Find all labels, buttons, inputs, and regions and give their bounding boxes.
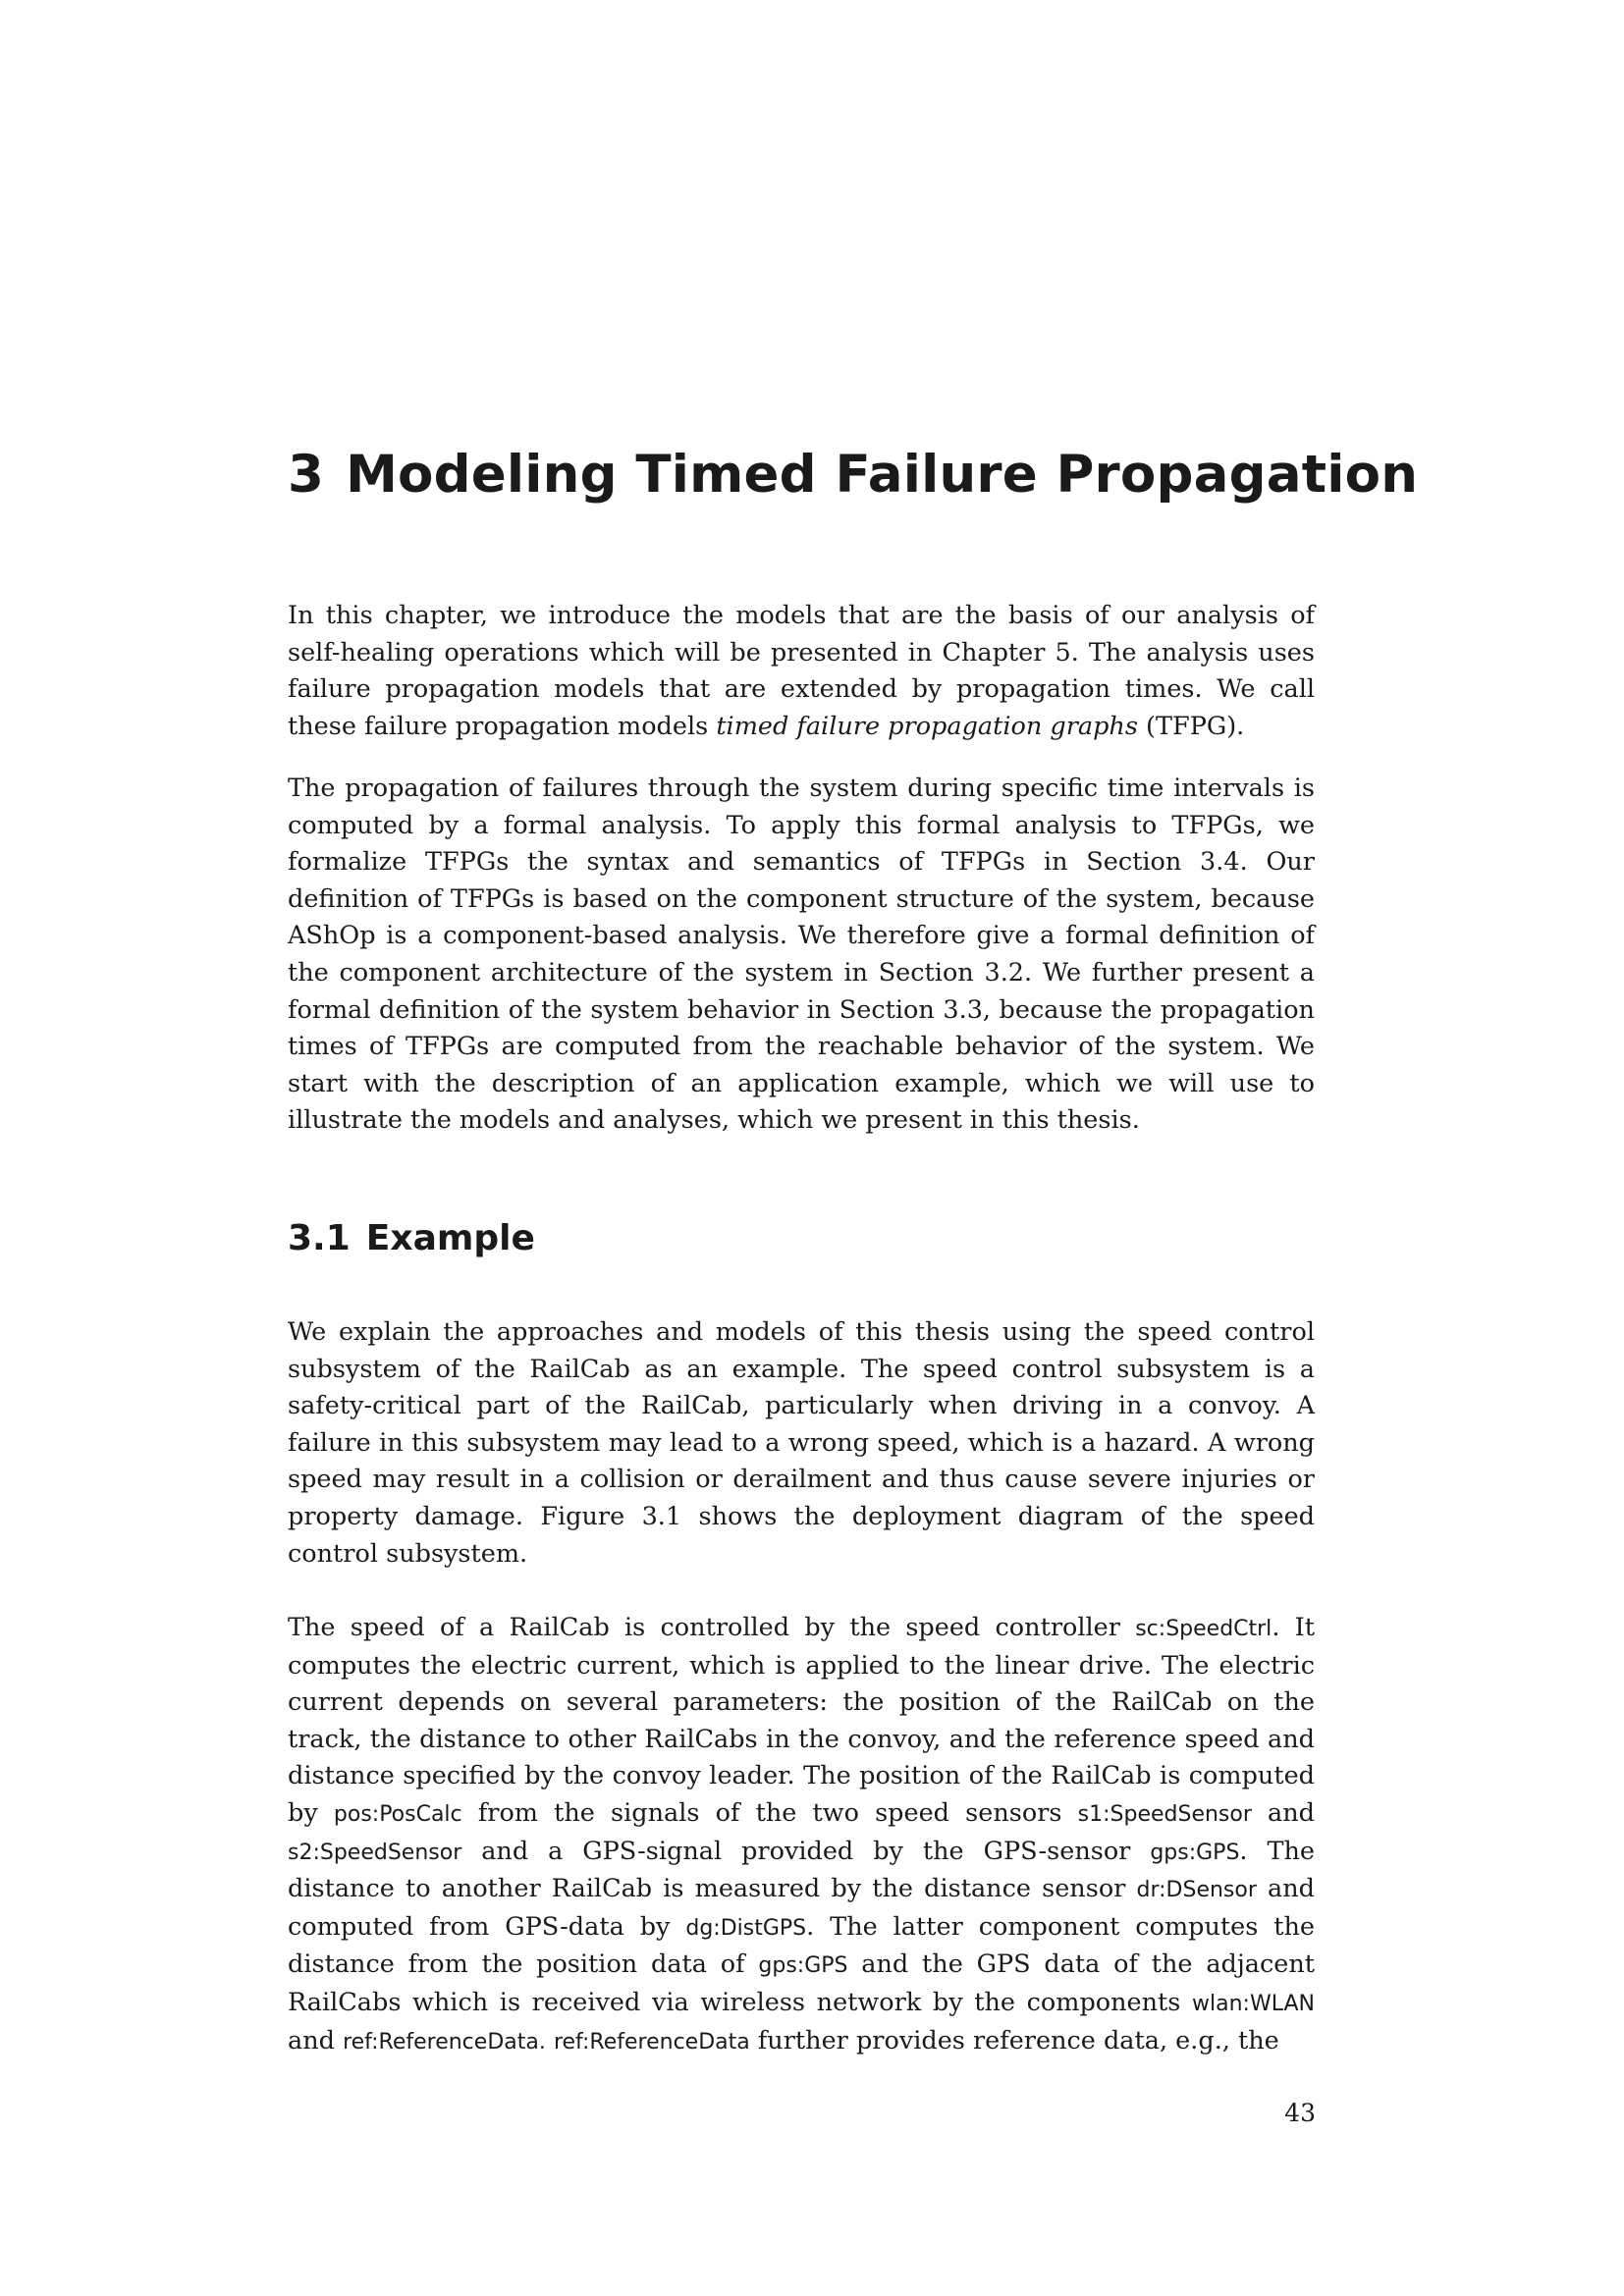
chapter-number: 3 (288, 445, 325, 505)
intro-paragraph-1 (288, 598, 1315, 745)
page-number: 43 (1284, 2099, 1316, 2127)
paragraph-text: further provides reference data, e.g., the (749, 2025, 1279, 2056)
paragraph-text: from the signals of the two speed sensors (461, 1797, 1078, 1828)
section-paragraph-2 (288, 1610, 1315, 2060)
section-number: 3.1 (288, 1218, 351, 1258)
paragraph-text: . It computes the electric current, which is applied to the linear drive. The electric current depends on several parameters: the position of the RailCab on the track, the distance to other RailCabs in the convoy, and the reference speed and distance specified by the convoy leader. The position of the RailCab is computed by (288, 1613, 1315, 1828)
component-name: ref:ReferenceData. (343, 2029, 546, 2055)
component-name: wlan:WLAN (1192, 1991, 1315, 2016)
section-paragraph-1: We explain the approaches and models of this thesis using the speed control subsystem of the RailCab as an example. The speed control subsystem is a safety-critical part of the RailCab, particularly when driving in a convoy. A failure in this subsystem may lead to a wrong speed, which is a hazard. A wrong speed may result in a collision or derailment and thus cause severe injuries or property damage. Figure 3.1 shows the deployment diagram of the speed control subsystem. (288, 1317, 1315, 1569)
paragraph-text: and (288, 2025, 344, 2056)
component-name: pos:PosCalc (333, 1801, 462, 1827)
chapter-title (288, 444, 1419, 507)
paragraph-text: The speed of a RailCab is controlled by the speed controller (288, 1613, 1136, 1642)
intro-paragraph-2: The propagation of failures through the system during specific time intervals is computed by a formal analysis. To apply this formal analysis to TFPGs, we formalize TFPGs the syntax and semantics of TFPGs in Section 3.4. Our definition of TFPGs is based on the component structure of the system, because AShOp is a component-based analysis. We therefore give a formal definition of the component architecture of the system in Section 3.2. We further present a formal definition of the system behavior in Section 3.3, because the propagation times of TFPGs are computed from the reachable behavior of the system. We start with the description of an application example, which we will use to illustrate the models and analyses, which we present in this thesis. (288, 774, 1315, 1136)
intro-p1-emphasis: timed failure propagation graphs (716, 711, 1138, 741)
component-name: s2:SpeedSensor (288, 1840, 462, 1865)
chapter-title-text: Modeling Timed Failure Propagation (346, 445, 1419, 505)
section-title-text: Example (365, 1218, 535, 1258)
paragraph-text: and computed from GPS-data by (288, 1874, 1316, 1942)
paragraph-text: . The distance to another RailCab is measured by the distance sensor (288, 1836, 1315, 1904)
component-name: gps:GPS (758, 1953, 848, 1979)
paragraph-text (546, 2026, 554, 2056)
paragraph-text: and a GPS-signal provided by the GPS-sensor (461, 1836, 1151, 1866)
component-name: s1:SpeedSensor (1077, 1801, 1252, 1827)
component-name: dr:DSensor (1136, 1878, 1257, 1903)
paragraph-text: and (1251, 1797, 1315, 1828)
paragraph-text: and the GPS data of the adjacent RailCabs which is received via wireless network by the components (288, 1949, 1315, 2017)
component-name: sc:SpeedCtrl (1135, 1617, 1272, 1641)
intro-p1-text: In this chapter, we introduce the models that are the basis of our analysis of self-healing operations which will be presented in Chapter 5. The analysis uses failure propagation models that are extended by propagation times. We call these failure propagation models (288, 601, 1315, 741)
component-name: gps:GPS (1150, 1840, 1240, 1865)
paragraph-text: . The latter component computes the distance from the position data of (288, 1911, 1315, 1980)
component-name: ref:ReferenceData (553, 2029, 750, 2055)
intro-p1-text-end: (TFPG). (1137, 711, 1245, 741)
component-name: dg:DistGPS (685, 1915, 807, 1941)
section-title (288, 1217, 535, 1259)
